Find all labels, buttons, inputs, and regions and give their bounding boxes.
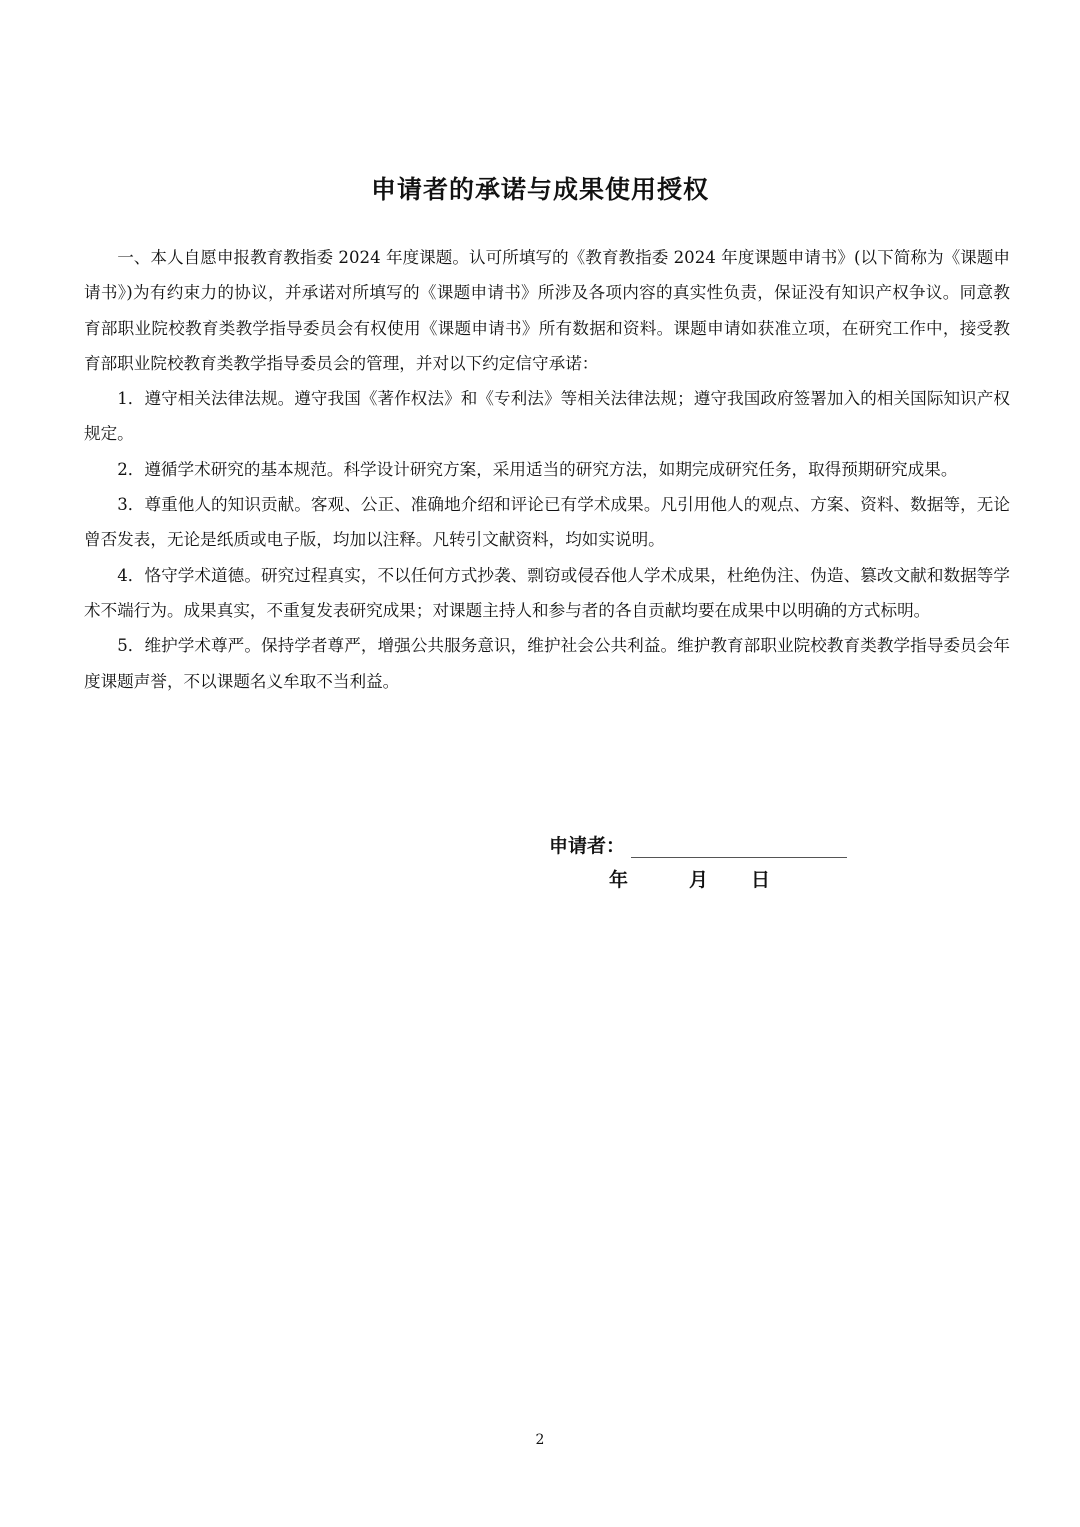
applicant-label: 申请者： (549, 835, 626, 857)
signature-block (549, 826, 869, 894)
document-title: 申请者的承诺与成果使用授权 (370, 175, 709, 204)
date-day-label: 日 (751, 868, 771, 891)
paragraph-item-1: 1．遵守相关法律法规。遵守我国《著作权法》和《专利法》等相关法律法规；遵守我国政府签署加入的相关国际知识产权规定。 (84, 389, 1010, 444)
page-number: 2 (535, 1432, 545, 1448)
applicant-signature-line[interactable] (631, 835, 847, 858)
paragraph-item-2: 2．遵循学术研究的基本规范。科学设计研究方案，采用适当的研究方法，如期完成研究任务，取得预期研究成果。 (117, 459, 958, 479)
date-year-label: 年 (609, 868, 629, 891)
date-row (549, 862, 869, 894)
paragraph-item-5: 5．维护学术尊严。保持学者尊严，增强公共服务意识，维护社会公共利益。维护教育部职业院校教育类教学指导委员会年度课题声誉，不以课题名义牟取不当利益。 (84, 636, 1010, 691)
paragraph-item-3: 3．尊重他人的知识贡献。客观、公正、准确地介绍和评论已有学术成果。凡引用他人的观点、方案、资料、数据等，无论曾否发表，无论是纸质或电子版，均加以注释。凡转引文献资料，均如实说明。 (84, 495, 1010, 550)
applicant-row (549, 826, 869, 858)
paragraph-item-4: 4．恪守学术道德。研究过程真实，不以任何方式抄袭、剽窃或侵吞他人学术成果，杜绝伪注、伪造、篡改文献和数据等学术不端行为。成果真实，不重复发表研究成果；对课题主持人和参与者的各自贡献均要在成果中以明确的方式标明。 (84, 565, 1010, 620)
date-month-label: 月 (689, 868, 709, 891)
commitment-body (84, 240, 1010, 699)
paragraph-intro: 一、本人自愿申报教育教指委 2024 年度课题。认可所填写的《教育教指委 2024 年度课题申请书》(以下简称为《课题申请书》)为有约束力的协议，并承诺对所填写的《课题申请书》所涉及各项内容的真实性负责，保证没有知识产权争议。同意教育部职业院校教育类教学指导委员会有权使用《课题申请书》所有数据和资料。课题申请如获准立项，在研究工作中，接受教育部职业院校教育类教学指导委员会的管理，并对以下约定信守承诺： (84, 248, 1010, 373)
